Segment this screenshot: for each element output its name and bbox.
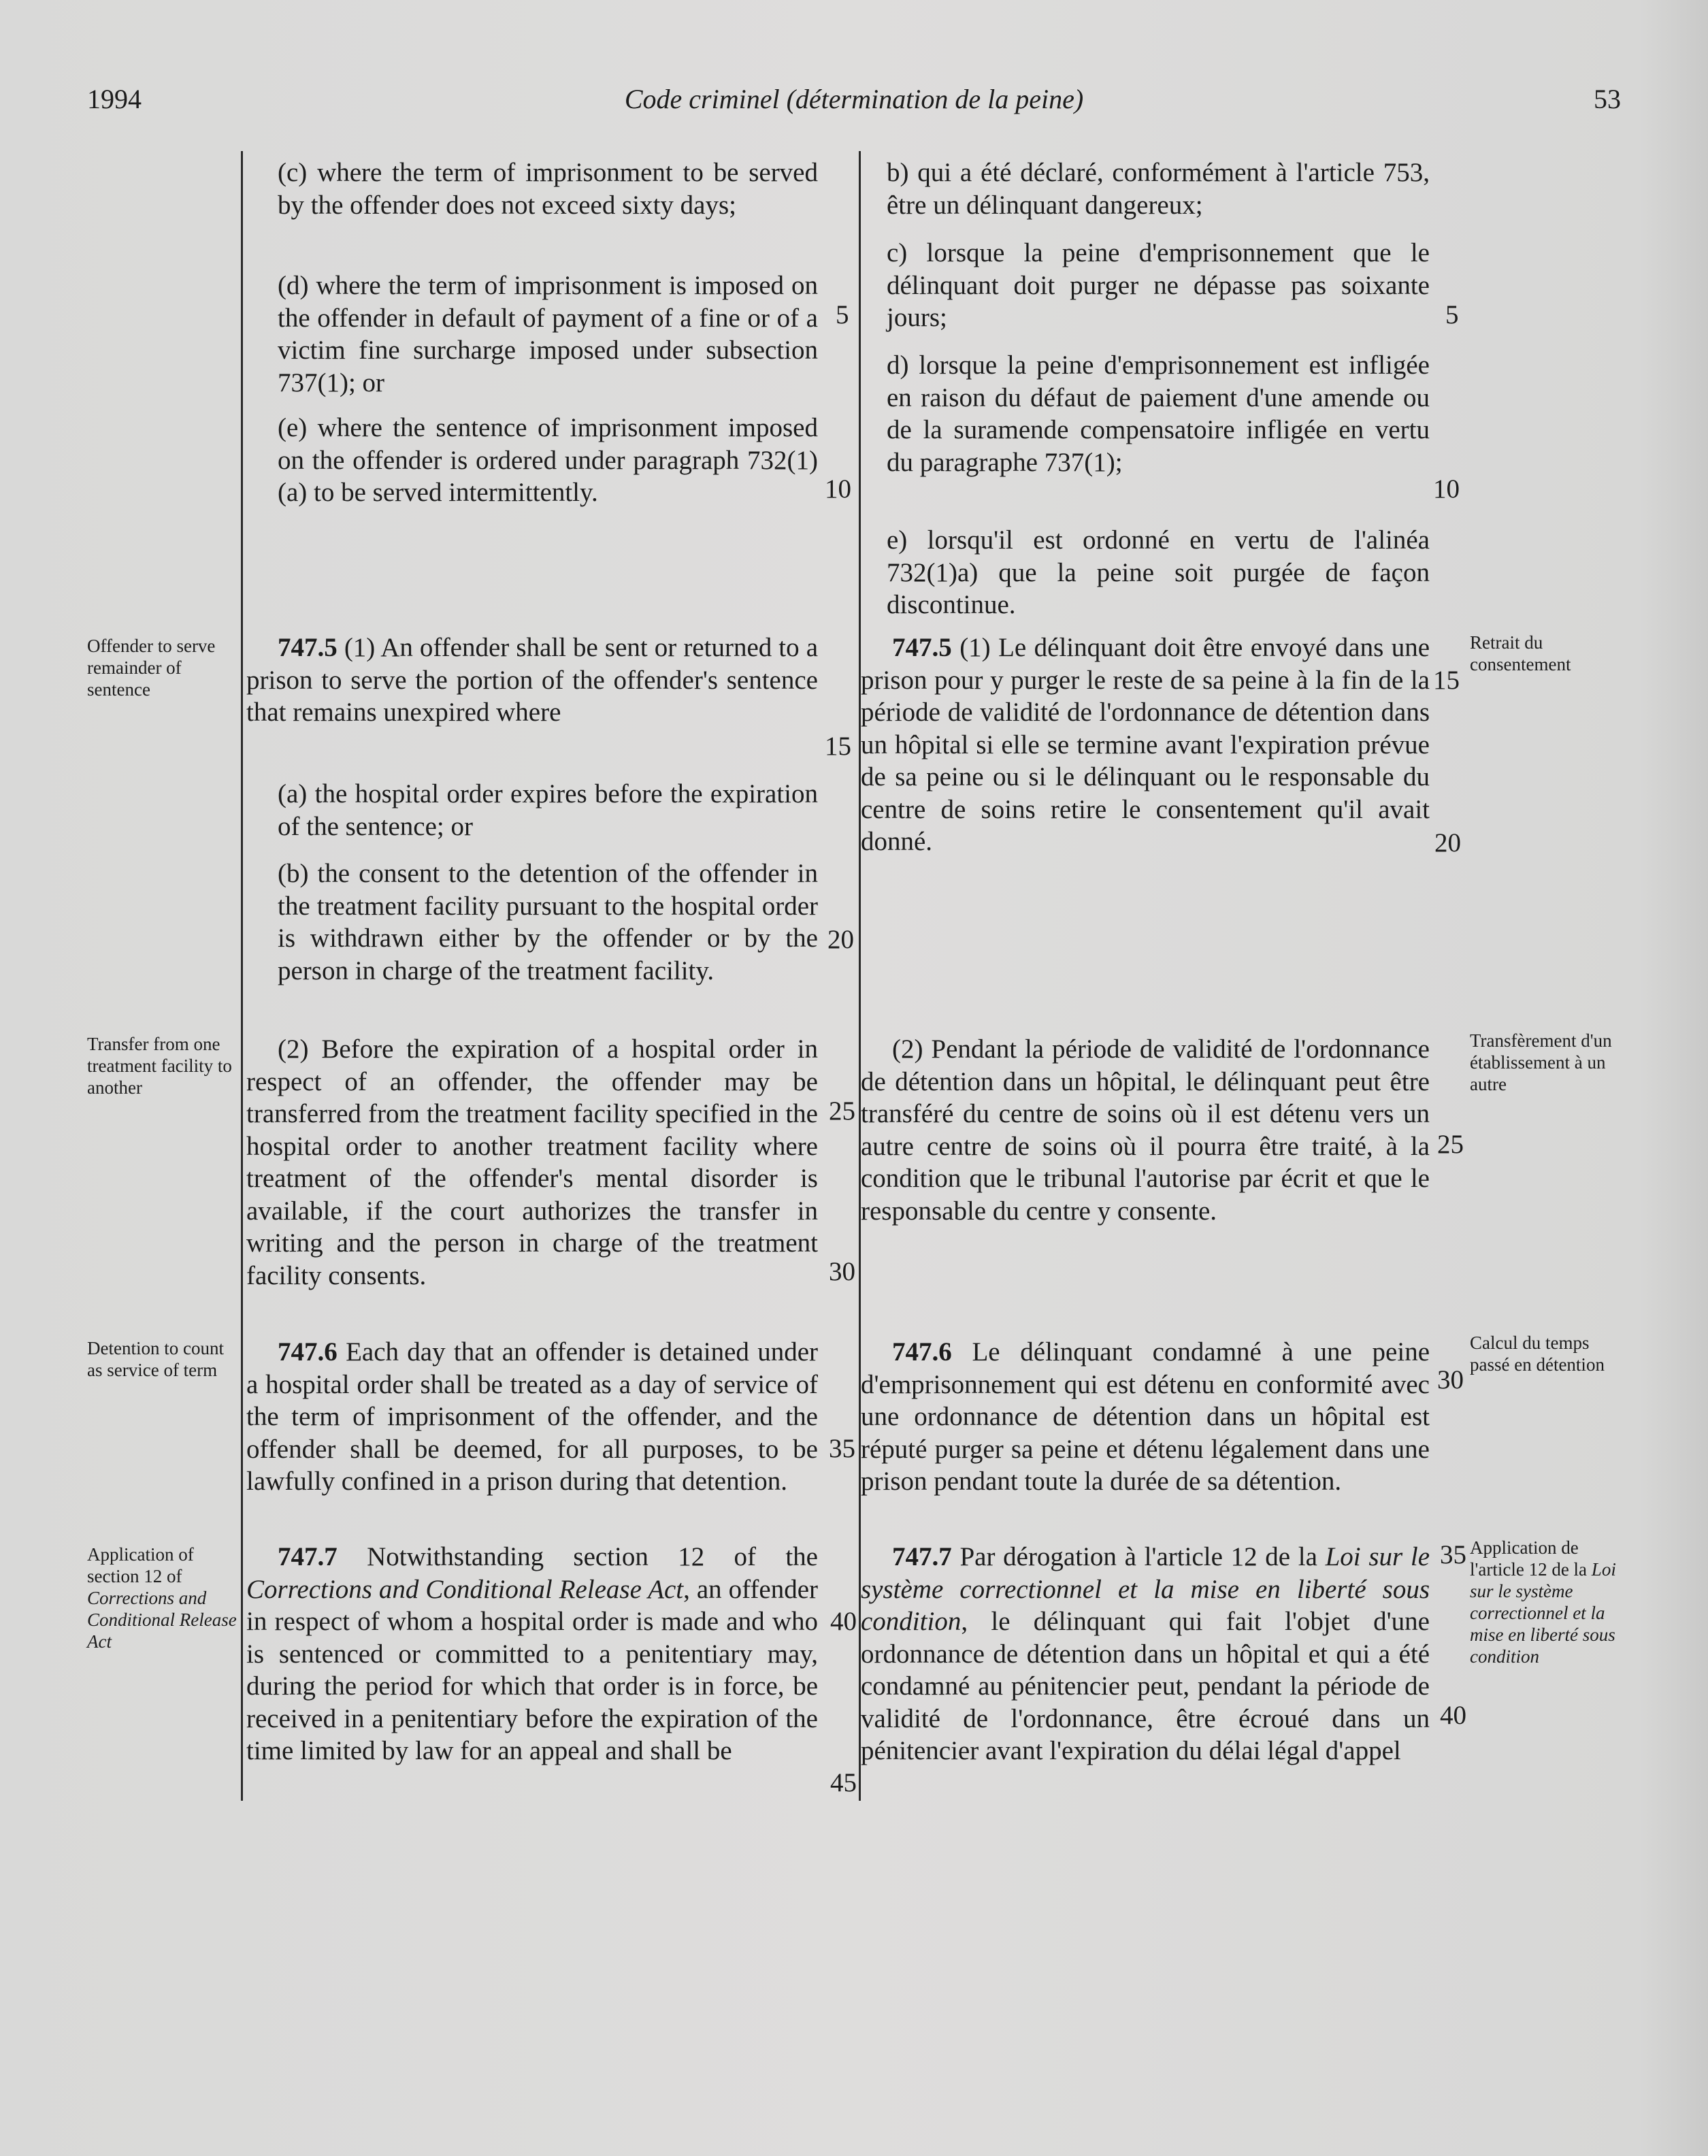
line-number: 10	[825, 474, 851, 504]
margin-note-retrait: Retrait du consentement	[1470, 632, 1571, 674]
en-747-5-1-text: (1) An offender shall be sent or returned to a prison to serve the portion of the offender's sentence that remains unexpired where	[246, 633, 819, 727]
en-para-747-5-a	[246, 778, 818, 843]
fr-747-5-1-text: (1) Le délinquant doit être envoyé dans une prison pour y purger le reste de sa peine à la fin de la période de validité de l'ordonnance de détention dans un hôpital si elle se termine avant l'expiration prévue de sa peine ou si le délinquant ou le responsable du centre de soins retire le consentement qu'il avait donné.	[861, 633, 1430, 856]
line-number: 5	[836, 300, 849, 329]
fr-747-7-text-a: Par dérogation à l'article 12 de la	[959, 1542, 1326, 1571]
margin-note-offender-remainder: Offender to serve remainder of sentence	[87, 636, 216, 700]
margin-note-application-art12	[1470, 1537, 1630, 1667]
en-section-number: 747.5	[278, 633, 338, 662]
margin-note-application-text: Application de l'article 12 de la	[1470, 1537, 1588, 1580]
line-number: 30	[1437, 1365, 1464, 1394]
en-act-title: Corrections and Conditional Release Act	[246, 1574, 684, 1604]
fr-747-7-text-b: , le délinquant qui fait l'objet d'une ordonnance de détention dans un hôpital et qui a été condamné au pénitencier peut, pendant la période de validité de l'ordonnance, être écroué dans un pénitencier avant l'expiration du délai légal d'appel	[861, 1607, 1430, 1765]
line-number: 40	[830, 1607, 857, 1636]
margin-note-application-text: Application of section 12 of	[87, 1544, 194, 1586]
en-para-747-5-b	[246, 858, 818, 987]
en-para-e	[246, 412, 818, 509]
line-number: 35	[1440, 1540, 1466, 1569]
line-number: 35	[829, 1434, 855, 1463]
line-number: 30	[829, 1257, 855, 1286]
line-number: 45	[830, 1768, 857, 1797]
en-section-747-6	[246, 1336, 818, 1498]
en-section-number: 747.6	[278, 1337, 338, 1367]
line-number: 40	[1440, 1701, 1466, 1730]
en-747-5-a-text: (a) the hospital order expires before the expiration of the sentence; or	[278, 779, 818, 841]
fr-section-747-6	[861, 1336, 1430, 1498]
fr-para-e	[861, 524, 1430, 621]
line-number: 15	[1433, 666, 1460, 695]
en-para-d-text: (d) where the term of imprisonment is imposed on the offender in default of payment of a fine or of a victim fine surcharge imposed under subsection 737(1); or	[278, 271, 818, 397]
fr-section-number: 747.6	[892, 1337, 952, 1367]
running-title: Code criminel (détermination de la peine)	[624, 84, 1084, 114]
fr-747-6-text: Le délinquant condamné à une peine d'emprisonnement qui est détenu en conformité avec une ordonnance de détention dans un hôpital est réputé purger sa peine et détenu légalement dans une prison pendant toute la durée de sa détention.	[861, 1337, 1430, 1496]
en-para-e-text: (e) where the sentence of imprisonment imposed on the offender is ordered under paragraph 732(1)(a) to be served intermittently.	[278, 413, 818, 507]
en-747-7-text-b: , an offender in respect of whom a hospital order is made and who is sentenced or committed to a penitentiary may, during the period for which that order is in force, be received in a penitentiary before the expiration of the time limited by law for an appeal and shall be	[246, 1574, 819, 1765]
en-para-c-text: (c) where the term of imprisonment to be served by the offender does not exceed sixty days;	[278, 158, 818, 220]
margin-note-detention-count: Detention to count as service of term	[87, 1338, 224, 1380]
line-number: 20	[827, 925, 854, 954]
line-number: 25	[1437, 1130, 1464, 1159]
page-number: 53	[1594, 84, 1621, 114]
header-year: 1994	[87, 84, 142, 114]
en-section-747-5-1	[246, 632, 818, 729]
fr-para-b-text: b) qui a été déclaré, conformément à l'article 753, être un délinquant dangereux;	[887, 158, 1430, 220]
en-747-6-text: Each day that an offender is detained under a hospital order shall be treated as a day of service of the term of imprisonment of the offender, and the offender shall be deemed, for all purposes, to be lawfully confined in a prison during that detention.	[246, 1337, 819, 1496]
margin-note-application-s12	[87, 1544, 237, 1652]
line-number: 20	[1434, 828, 1461, 858]
fr-section-747-5-2	[861, 1033, 1430, 1227]
en-747-5-b-text: (b) the consent to the detention of the offender in the treatment facility pursuant to the hospital order is withdrawn either by the offender or by the person in charge of the treatment facility.	[278, 859, 818, 985]
fr-para-d	[861, 349, 1430, 478]
en-para-c	[246, 157, 818, 221]
en-para-d	[246, 270, 818, 399]
en-section-number: 747.7	[278, 1542, 338, 1571]
margin-note-act-title: Corrections and Conditional Release Act	[87, 1588, 237, 1652]
line-number: 25	[829, 1096, 855, 1126]
fr-section-number: 747.7	[892, 1542, 952, 1571]
fr-para-c-text: c) lorsque la peine d'emprisonnement que le délinquant doit purger ne dépasse pas soixante jours;	[887, 238, 1430, 332]
margin-note-act-title: Loi sur le système correctionnel et la mise en liberté sous condition	[1470, 1559, 1616, 1667]
fr-para-c	[861, 237, 1430, 334]
en-section-747-5-2	[246, 1033, 818, 1292]
fr-section-747-5-1	[861, 632, 1430, 858]
line-number: 10	[1433, 474, 1460, 504]
margin-note-transfer: Transfer from one treatment facility to another	[87, 1034, 232, 1098]
fr-para-b	[861, 157, 1430, 221]
margin-note-transferement: Transfèrement d'un établissement à un autre	[1470, 1030, 1612, 1094]
fr-section-747-7	[861, 1541, 1430, 1767]
fr-para-d-text: d) lorsque la peine d'emprisonnement est infligée en raison du défaut de paiement d'une amende ou de la suramende compensatoire infligée en vertu du paragraphe 737(1);	[887, 350, 1430, 477]
line-number: 15	[825, 732, 851, 761]
fr-para-e-text: e) lorsqu'il est ordonné en vertu de l'alinéa 732(1)a) que la peine soit purgée de façon discontinue.	[887, 525, 1430, 619]
fr-747-5-2-text: (2) Pendant la période de validité de l'ordonnance de détention dans un hôpital, le délinquant peut être transféré du centre de soins où il est détenu vers un autre centre de soins où il pourra être traité, à la condition que le tribunal l'autorise par écrit et que le responsable du centre y consente.	[861, 1034, 1430, 1226]
left-column-rule	[241, 151, 243, 1801]
margin-note-calcul: Calcul du temps passé en détention	[1470, 1333, 1605, 1375]
en-section-747-7	[246, 1541, 818, 1767]
en-747-5-2-text: (2) Before the expiration of a hospital order in respect of an offender, the offender may be transferred from the treatment facility specified in the hospital order to another treatment facility where treatment of the offender's mental disorder is available, if the court authorizes the transfer in writing and the person in charge of the treatment facility consents.	[246, 1034, 818, 1290]
line-number: 5	[1445, 300, 1459, 329]
fr-section-number: 747.5	[892, 633, 952, 662]
fr-act-title: Loi sur le système correctionnel et la mise en liberté sous condition	[861, 1542, 1430, 1636]
en-747-7-text-a: Notwithstanding section 12 of the	[367, 1542, 818, 1571]
